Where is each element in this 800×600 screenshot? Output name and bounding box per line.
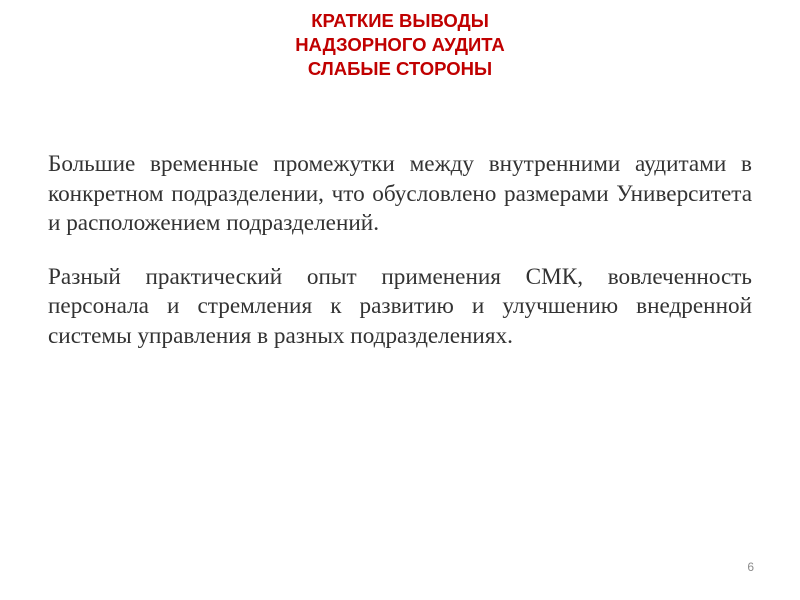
title-line-1: КРАТКИЕ ВЫВОДЫ (311, 10, 489, 31)
page-number: 6 (747, 560, 754, 574)
title-line-2: НАДЗОРНОГО АУДИТА (295, 34, 505, 55)
title-line-3: СЛАБЫЕ СТОРОНЫ (307, 58, 493, 79)
paragraph-2: Разный практический опыт применения СМК, вовлеченность персонала и стремления к развитию и улучшению внедренной системы управления в разных подразделениях. (48, 263, 752, 349)
slide-title (0, 9, 800, 81)
paragraph-1: Большие временные промежутки между внутренними аудитами в конкретном подразделении, что обусловлено размерами Университета и расположением подразделений. (48, 151, 752, 236)
slide-body (48, 150, 752, 375)
